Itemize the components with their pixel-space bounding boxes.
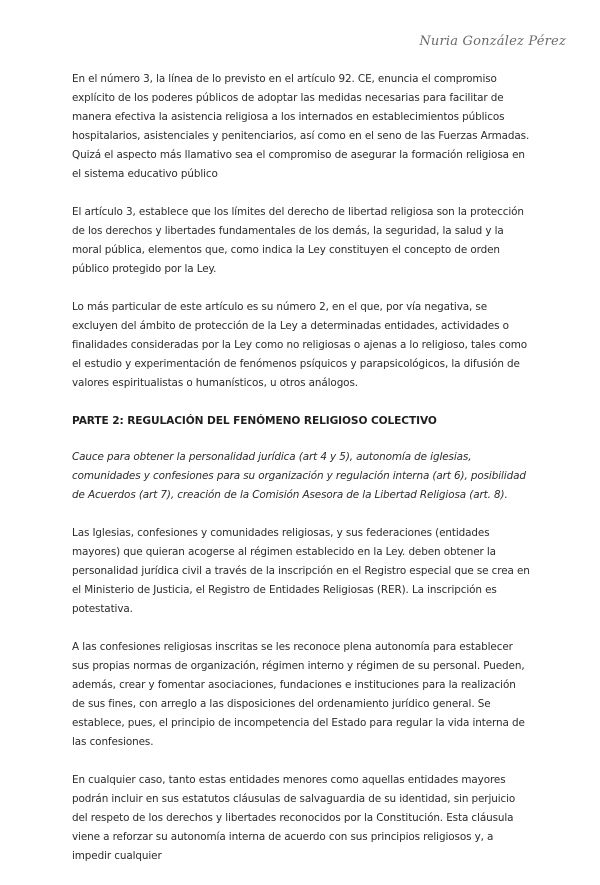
section-heading: PARTE 2: REGULACIÓN DEL FENÓMENO RELIGIOSO COLECTIVO (72, 415, 437, 427)
document-body (72, 70, 530, 885)
paragraph-personalidad-juridica: Las Iglesias, confesiones y comunidades religiosas, y sus federaciones (entidades mayores) que quieran acogerse al régimen establecido en la Ley. deben obtener la personalidad jurídica civil a través de la inscripción en el Registro especial que se crea en el Ministerio de Justicia, el Registro de Entidades Religiosas (RER). La inscripción es potestativa. (72, 527, 530, 615)
paragraph-summary-italic: Cauce para obtener la personalidad jurídica (art 4 y 5), autonomía de iglesias, comunidades y confesiones para su organización y regulación interna (art 6), posibilidad de Acuerdos (art 7), creación de la Comisión Asesora de la Libertad Religiosa (art. 8). (72, 451, 526, 501)
paragraph-autonomia: A las confesiones religiosas inscritas se les reconoce plena autonomía para establecer sus propias normas de organización, régimen interno y régimen de su personal. Pueden, además, crear y fomentar asociaciones, fundaciones e instituciones para la realización de sus fines, con arreglo a las disposiciones del ordenamiento jurídico general. Se establece, pues, el principio de incompetencia del Estado para regular la vida interna de las confesiones. (72, 641, 525, 748)
author-signature: Nuria González Pérez (419, 34, 566, 49)
paragraph-limites-derecho: El artículo 3, establece que los límites del derecho de libertad religiosa son la protección de los derechos y libertades fundamentales de los demás, la seguridad, la salud y la moral pública, elementos que, como indica la Ley constituyen el concepto de orden público protegido por la Ley. (72, 206, 524, 275)
paragraph-exclusiones: Lo más particular de este artículo es su número 2, en el que, por vía negativa, se excluyen del ámbito de protección de la Ley a determinadas entidades, actividades o finalidades consideradas por la Ley como no religiosas o ajenas a lo religioso, tales como el estudio y experimentación de fenómenos psíquicos y parapsicológicos, la difusión de valores espiritualistas o humanísticos, u otros análogos. (72, 301, 527, 389)
paragraph-asistencia-religiosa: En el número 3, la línea de lo previsto en el artículo 92. CE, enuncia el compromiso explícito de los poderes públicos de adoptar las medidas necesarias para facilitar de manera efectiva la asistencia religiosa a los internados en establecimientos públicos hospitalarios, asistenciales y penitenciarios, así como en el seno de las Fuerzas Armadas. Quizá el aspecto más llamativo sea el compromiso de asegurar la formación religiosa en el sistema educativo público (72, 73, 530, 180)
paragraph-clausulas: En cualquier caso, tanto estas entidades menores como aquellas entidades mayores podrán incluir en sus estatutos cláusulas de salvaguardia de su identidad, sin perjuicio del respeto de los derechos y libertades reconocidos por la Constitución. Esta cláusula viene a reforzar su autonomía interna de acuerdo con sus principios religiosos y, a impedir cualquier (72, 774, 516, 862)
